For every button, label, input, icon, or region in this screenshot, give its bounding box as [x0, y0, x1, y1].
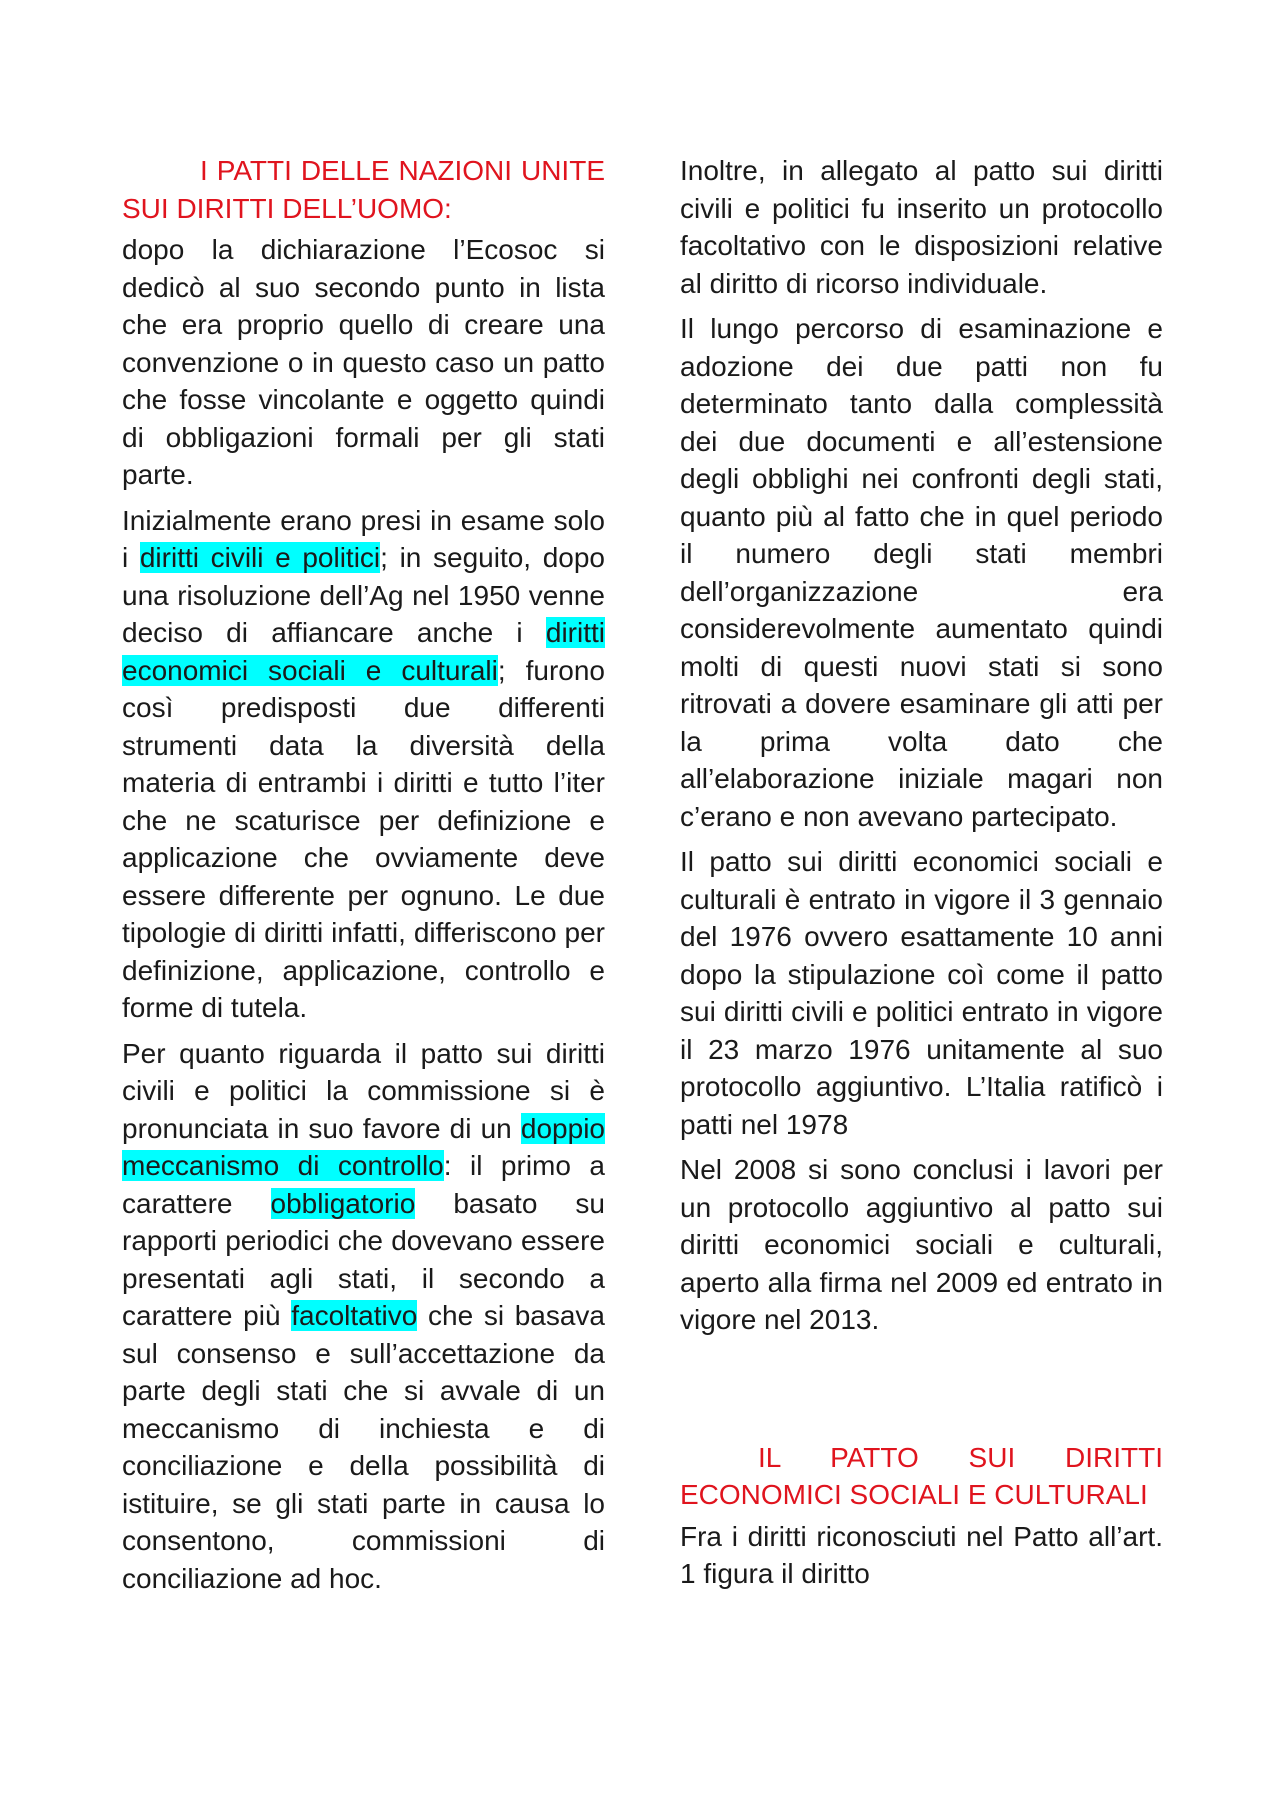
section-heading-patto-economici: IL PATTO SUI DIRITTI ECONOMICI SOCIALI E CULTURALI — [680, 1441, 1163, 1510]
paragraph-inizialmente: Inizialmente erano presi in esame solo i diritti civili e politici; in seguito, dopo una risoluzione dell’Ag nel 1950 venne deciso di affiancare anche i diritti economici sociali e culturali; furono così predisposti due differenti strumenti data la diversità della materia di entrambi i diritti e tutto l’iter che ne scaturisce per definizione e applicazione che ovviamente deve essere differente per ognuno. Le due tipologie di diritti infatti, differiscono per definizione, applicazione, controllo e forme di tutela. — [122, 504, 605, 1023]
paragraph-fra-i-diritti: Fra i diritti riconosciuti nel Patto all’art. 1 figura il diritto — [680, 1520, 1163, 1589]
highlight-doppio-meccanismo: doppio meccanismo di controllo — [122, 1112, 605, 1181]
highlight-diritti-civili-politici: diritti civili e politici — [139, 542, 381, 573]
highlight-facoltativo: facoltativo — [291, 1300, 418, 1331]
paragraph-controllo: Per quanto riguarda il patto sui diritti civili e politici la commissione si è pronunciata in suo favore di un doppio meccanismo di controllo: il primo a carattere obbligatorio basato su rapporti periodici che dovevano essere presentati agli stati, il secondo a carattere più facoltativo che si basava sul consenso e sull’accettazione da parte degli stati che si avvale di un meccanismo di inchiesta e di conciliazione e della possibilità di istituire, se gli stati parte in causa lo consentono, commissioni di conciliazione ad hoc. — [122, 1037, 606, 1594]
section-spacer — [680, 1347, 1163, 1439]
highlight-diritti-economici-sociali-culturali: diritti economici sociali e culturali — [122, 617, 605, 686]
paragraph-ecosoc: dopo la dichiarazione l’Ecosoc si dedicò al suo secondo punto in lista che era proprio quello di creare una convenzione o in questo caso un patto che fosse vincolante e oggetto quindi di obbligazioni formali per gli stati parte. — [122, 234, 605, 490]
paragraph-protocollo-facoltativo: Inoltre, in allegato al patto sui diritti civili e politici fu inserito un protocollo facoltativo con le disposizioni relative al diritto di ricorso individuale. — [680, 155, 1163, 299]
highlight-obbligatorio: obbligatorio — [270, 1187, 416, 1219]
right-column — [680, 152, 1163, 1601]
paragraph-protocollo-aggiuntivo: Nel 2008 si sono conclusi i lavori per un protocollo aggiuntivo al patto sui diritti economici sociali e culturali, aperto alla firma nel 2009 ed entrato in vigore nel 2013. — [680, 1154, 1163, 1335]
left-column — [122, 152, 605, 1605]
section-heading-patti: I PATTI DELLE NAZIONI UNITE SUI DIRITTI DELL’UOMO: — [122, 155, 605, 224]
paragraph-percorso-adozione: Il lungo percorso di esaminazione e adozione dei due patti non fu determinato tanto dalla complessità dei due documenti e all’estensione degli obblighi nei confronti degli stati, quanto più al fatto che in quel periodo il numero degli stati membri dell’organizzazione era considerevolmente aumentato quindi molti di questi nuovi stati si sono ritrovati a dovere esaminare gli atti per la prima volta dato che all’elaborazione iniziale magari non c’erano e non avevano partecipato. — [680, 313, 1163, 832]
paragraph-entrata-in-vigore: Il patto sui diritti economici sociali e culturali è entrato in vigore il 3 gennaio del 1976 ovvero esattamente 10 anni dopo la stipulazione coì come il patto sui diritti civili e politici entrato in vigore il 23 marzo 1976 unitamente al suo protocollo aggiuntivo. L’Italia ratificò i patti nel 1978 — [680, 846, 1163, 1140]
